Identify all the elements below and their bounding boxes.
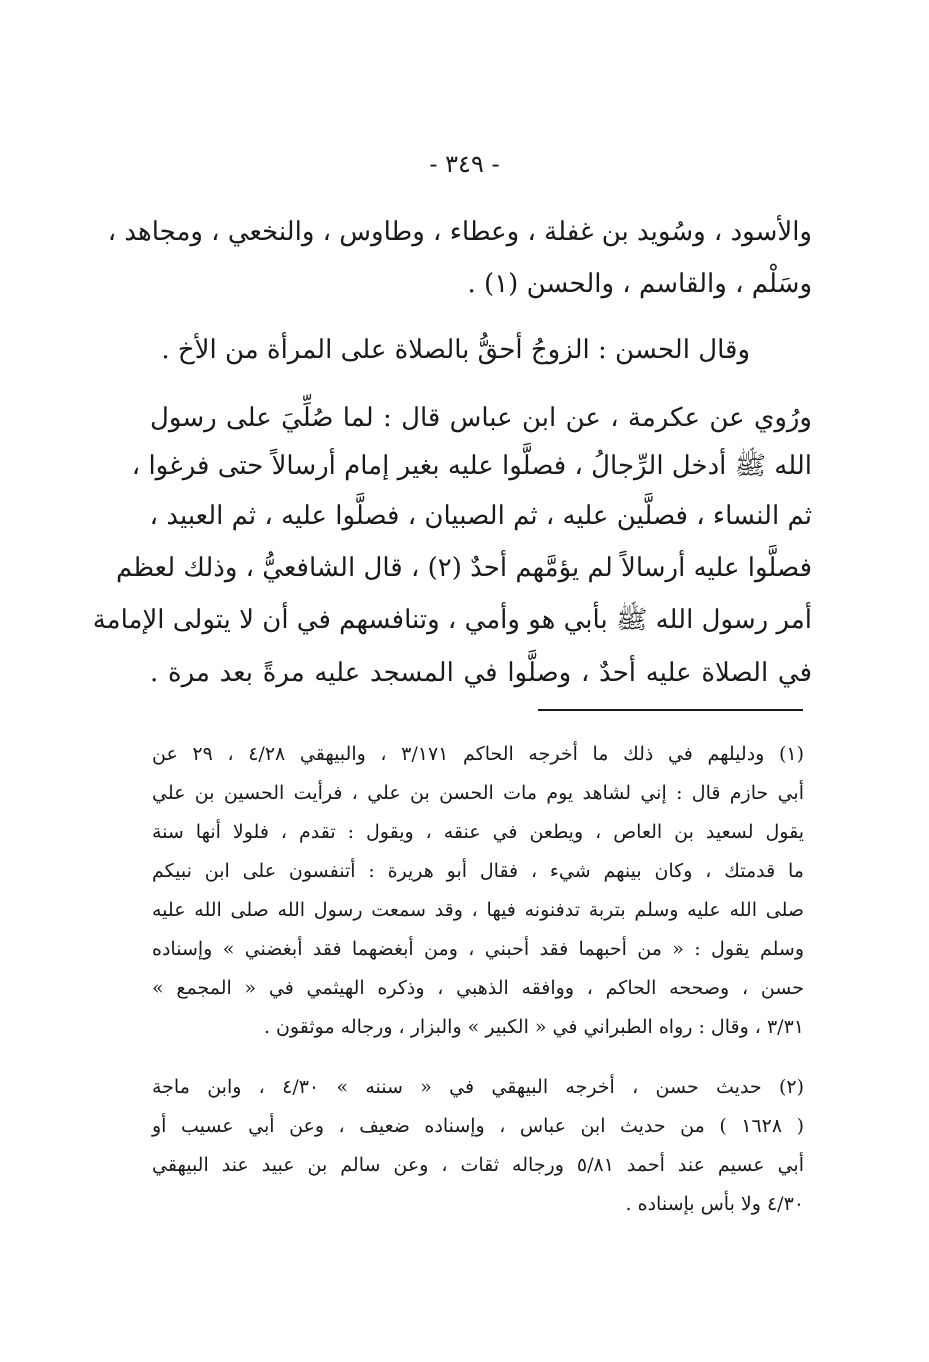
footnote-line: وسلم يقول : « من أحبهما فقد أحبني ، ومن أبغضهما فقد أبغضني » وإسناده [152,938,804,960]
footnote-line: (١) ودليلهم في ذلك ما أخرجه الحاكم ٣/١٧١ ، والبيهقي ٤/٢٨ ، ٢٩ عن [152,743,805,765]
footnote-line: أبي حازم قال : إني لشاهد يوم مات الحسن بن علي ، فرأيت الحسين بن علي [152,782,804,804]
main-text-line: في الصلاة عليه أحدٌ ، وصلَّوا في المسجد عليه مرةً بعد مرة . [150,658,812,688]
footnote-separator [538,709,803,711]
footnote-line: يقول لسعيد بن العاص ، ويطعن في عنقه ، ويقول : تقدم ، فلولا أنها سنة [152,821,804,843]
footnote-line: أبي عسيم عند أحمد ٥/٨١ ورجاله ثقات ، وعن سالم بن عبيد عند البيهقي [152,1154,804,1176]
footnote-line: ٣/٣١ ، وقال : رواه الطبراني في « الكبير » والبزار ، ورجاله موثقون . [263,1016,804,1038]
footnote-line: ( ١٦٢٨ ) من حديث ابن عباس ، وإسناده ضعيف ، وعن أبي عسيب أو [152,1115,805,1137]
footnote-line: ما قدمتك ، وكان بينهم شيء ، فقال أبو هريرة : أتنفسون على ابن نبيكم [152,860,804,882]
main-text-line: وقال الحسن : الزوجُ أحقُّ بالصلاة على المرأة من الأخ . [161,335,750,365]
footnote-line: ٤/٣٠ ولا بأس بإسناده . [625,1193,804,1215]
footnote-line: حسن ، وصححه الحاكم ، ووافقه الذهبي ، وذكره الهيثمي في « المجمع » [152,977,804,999]
footnote-line: صلى الله عليه وسلم بتربة تدفنونه فيها ، وقد سمعت رسول الله صلى الله عليه [152,899,804,921]
main-text-line: فصلَّوا عليه أرسالاً لم يؤمَّهم أحدٌ (٢) ، قال الشافعيُّ ، وذلك لعظم [116,553,812,583]
main-text-line: الله ﷺ أدخل الرِّجالُ ، فصلَّوا عليه بغير إمام أرسالاً حتى فرغوا ، [131,451,812,481]
main-text-line: والأسود ، وسُويد بن غفلة ، وعطاء ، وطاوس ، والنخعي ، ومجاهد ، [107,217,812,247]
main-text-line: ورُوي عن عكرمة ، عن ابن عباس قال : لما صُلِّيَ على رسول [150,403,812,433]
main-text-line: أمر رسول الله ﷺ بأبي هو وأمي ، وتنافسهم في أن لا يتولى الإمامة [92,605,812,635]
footnote-line: (٢) حديث حسن ، أخرجه البيهقي في « سننه » ٤/٣٠ ، وابن ماجة [152,1076,805,1098]
page-number: - ٣٤٩ - [429,150,500,178]
main-text-line: وسَلْم ، والقاسم ، والحسن (١) . [467,269,812,299]
main-text-line: ثم النساء ، فصلَّين عليه ، ثم الصبيان ، فصلَّوا عليه ، ثم العبيد ، [149,501,812,531]
